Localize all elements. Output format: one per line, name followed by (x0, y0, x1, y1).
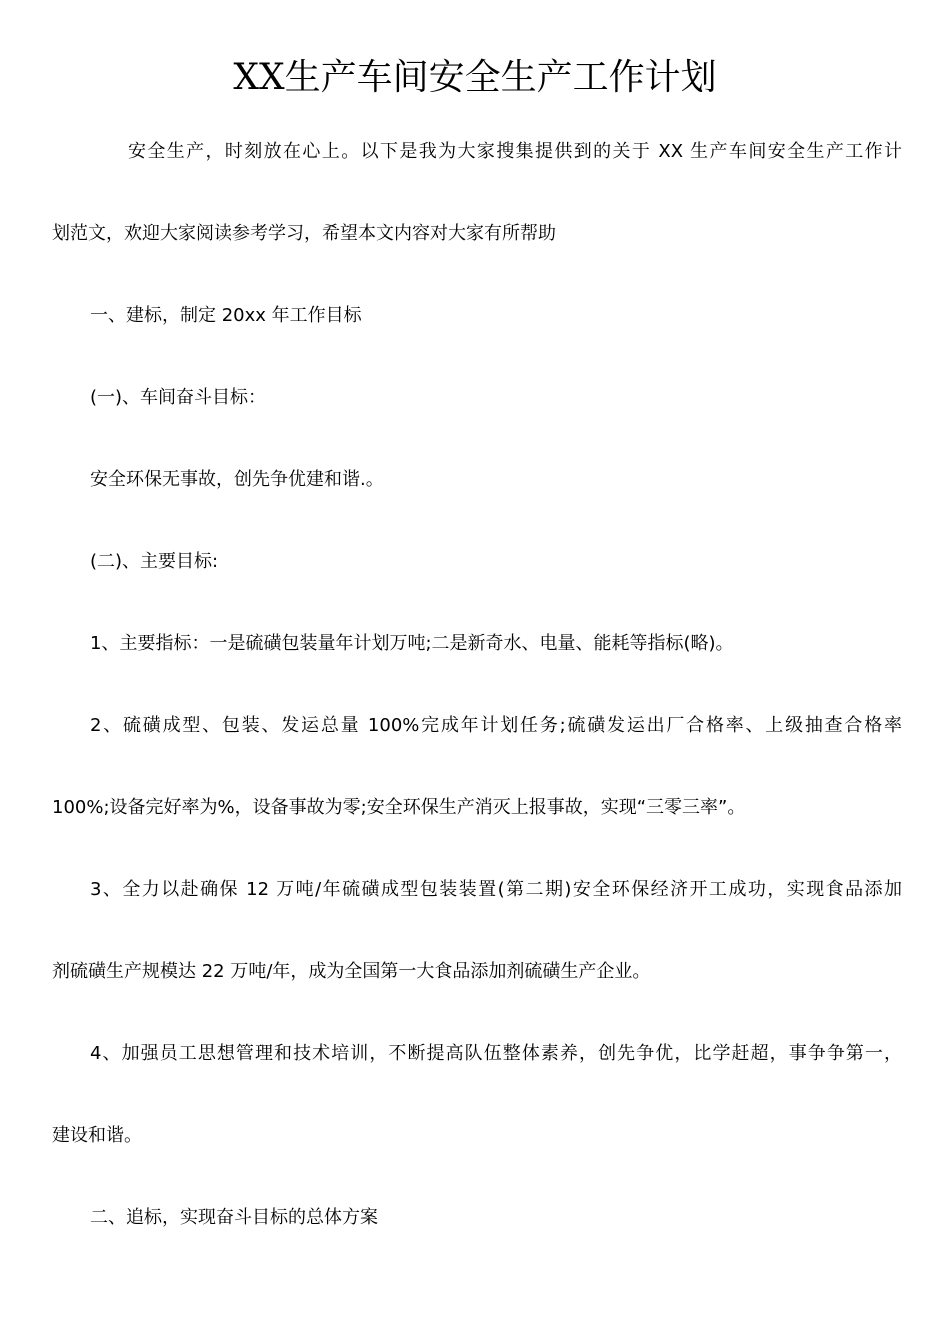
paragraph-line: 安全生产，时刻放在心上。以下是我为大家搜集提供到的关于 XX 生产车间安全生产工作计 (128, 141, 902, 162)
paragraph-line: 2、硫磺成型、包装、发运总量 100%完成年计划任务;硫磺发运出厂合格率、上级抽查合格率 (90, 715, 902, 736)
paragraph-line: (一)、车间奋斗目标： (90, 387, 267, 408)
paragraph-line: (二)、主要目标: (90, 551, 219, 572)
paragraph-line: 安全环保无事故，创先争优建和谐.。 (90, 469, 384, 490)
list-item-2 (52, 706, 902, 870)
paragraph-line: 4、加强员工思想管理和技术培训，不断提高队伍整体素养，创先争优，比学赶超，事争争第一， (90, 1043, 902, 1064)
list-item-3 (52, 870, 902, 1034)
paragraph-line: 100%;设备完好率为%，设备事故为零;安全环保生产消灭上报事故，实现“三零三率”。 (52, 797, 746, 818)
paragraph-line: 一、建标，制定 20xx 年工作目标 (90, 305, 362, 326)
subsection-heading-2 (52, 542, 902, 624)
paragraph-line: 建设和谐。 (52, 1125, 142, 1146)
paragraph-line: 二、追标，实现奋斗目标的总体方案 (90, 1207, 378, 1228)
paragraph-line: 3、全力以赴确保 12 万吨/年硫磺成型包装装置(第二期)安全环保经济开工成功，实现食品添加 (90, 879, 902, 900)
intro-paragraph (52, 132, 902, 296)
document-title: XX生产车间安全生产工作计划 (233, 57, 717, 98)
list-item-1 (52, 624, 902, 706)
section-heading-2 (52, 1198, 902, 1280)
goal-statement (52, 460, 902, 542)
paragraph-line: 1、主要指标：一是硫磺包装量年计划万吨;二是新奇水、电量、能耗等指标(略)。 (90, 633, 734, 654)
paragraph-line: 划范文，欢迎大家阅读参考学习，希望本文内容对大家有所帮助 (52, 223, 556, 244)
section-heading-1 (52, 296, 902, 378)
subsection-heading-1 (52, 378, 902, 460)
paragraph-line: 剂硫磺生产规模达 22 万吨/年，成为全国第一大食品添加剂硫磺生产企业。 (52, 961, 651, 982)
list-item-4 (52, 1034, 902, 1198)
